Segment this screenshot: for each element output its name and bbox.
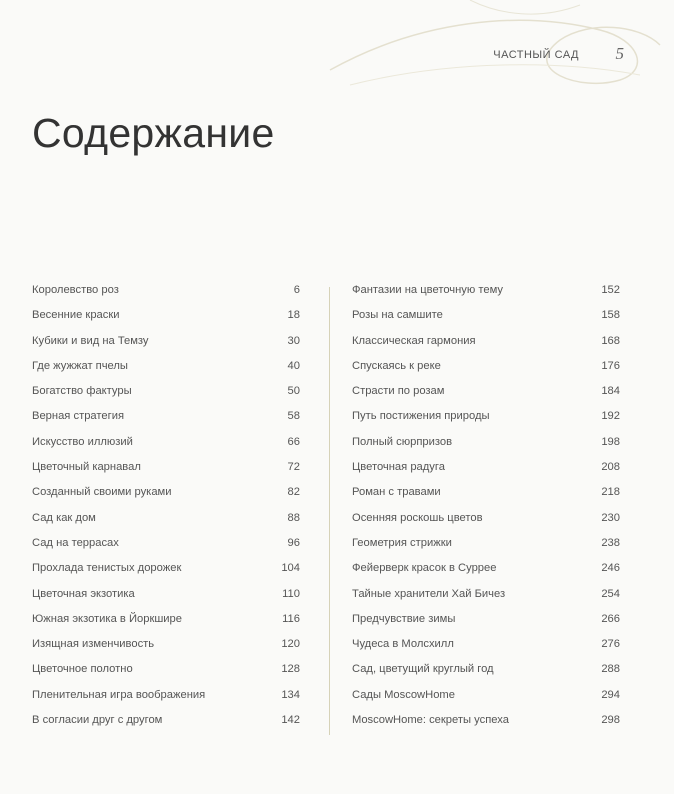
- toc-entry: [32, 335, 300, 360]
- toc-entry-title: Созданный своими руками: [32, 486, 172, 499]
- toc-entry-title: Где жужжат пчелы: [32, 359, 128, 372]
- toc-entry: [352, 663, 620, 688]
- toc-entry-title: Кубики и вид на Темзу: [32, 334, 149, 347]
- toc-entry-title: Сад на террасах: [32, 536, 119, 549]
- page-title: Содержание: [32, 110, 275, 156]
- toc-entry: [352, 436, 620, 461]
- toc-entry-page: 50: [287, 385, 300, 398]
- toc-column-left: [32, 284, 300, 739]
- toc-entry: [32, 537, 300, 562]
- toc-entry: [32, 461, 300, 486]
- toc-entry-title: Южная экзотика в Йоркшире: [32, 612, 183, 625]
- toc-entry-title: Верная стратегия: [32, 410, 124, 423]
- page-number: 5: [615, 44, 624, 63]
- toc-entry: [352, 714, 620, 739]
- toc-entry: [352, 461, 620, 486]
- toc-entry: [352, 284, 620, 309]
- toc-entry-page: 192: [601, 410, 620, 423]
- toc-entry: [32, 436, 300, 461]
- toc-entry-page: 72: [287, 461, 300, 474]
- toc-entry-page: 120: [281, 638, 300, 651]
- toc-entry-title: Пленительная игра воображения: [32, 688, 206, 701]
- toc-entry-title: Цветочный карнавал: [32, 461, 141, 474]
- toc-entry-title: Сад как дом: [32, 511, 96, 524]
- toc-entry-title: Фантазии на цветочную тему: [352, 284, 504, 296]
- toc-entry-page: 276: [601, 638, 620, 651]
- toc-entry: [32, 284, 300, 309]
- toc-entry-page: 96: [287, 536, 300, 549]
- toc-entry-page: 104: [281, 562, 300, 575]
- toc-entry-title: Королевство роз: [32, 284, 119, 296]
- toc-entry-title: Искусство иллюзий: [32, 435, 133, 448]
- toc-entry-page: 18: [287, 309, 300, 322]
- toc-entry-page: 134: [281, 688, 300, 701]
- toc-entry: [352, 588, 620, 613]
- toc-entry-title: Тайные хранители Хай Бичез: [352, 587, 506, 600]
- toc-entry: [352, 562, 620, 587]
- toc-entry: [352, 512, 620, 537]
- toc-entry-page: 218: [601, 486, 620, 499]
- running-head: ЧАСТНЫЙ САД: [493, 49, 579, 61]
- toc-entry-page: 238: [601, 536, 620, 549]
- toc-entry: [352, 360, 620, 385]
- toc-entry-page: 298: [601, 714, 620, 727]
- toc-column-right: [352, 284, 620, 739]
- toc-entry-page: 230: [601, 511, 620, 524]
- toc-entry: [352, 537, 620, 562]
- toc-entry-title: Страсти по розам: [352, 385, 445, 398]
- toc-entry: [32, 309, 300, 334]
- toc-entry: [32, 689, 300, 714]
- toc-entry-page: 168: [601, 334, 620, 347]
- toc-entry-title: Прохлада тенистых дорожек: [32, 562, 182, 575]
- toc-entry-title: В согласии друг с другом: [32, 714, 163, 727]
- toc-entry-title: MoscowHome: секреты успеха: [352, 714, 509, 727]
- toc-entry-title: Полный сюрпризов: [352, 435, 453, 448]
- toc-entry: [32, 638, 300, 663]
- toc-entry: [352, 410, 620, 435]
- toc-entry-title: Весенние краски: [32, 309, 120, 322]
- toc-entry: [352, 689, 620, 714]
- toc-entry: [352, 613, 620, 638]
- toc-entry-page: 110: [282, 587, 300, 600]
- toc-entry-title: Цветочная радуга: [352, 461, 445, 474]
- ornament-flourish: [0, 0, 674, 200]
- toc-entry: [352, 335, 620, 360]
- toc-entry-page: 266: [601, 612, 620, 625]
- toc-entry-page: 184: [601, 385, 620, 398]
- toc-entry: [32, 663, 300, 688]
- toc-entry: [32, 360, 300, 385]
- toc-entry: [32, 588, 300, 613]
- toc-entry: [32, 562, 300, 587]
- toc-entry-title: Чудеса в Молсхилл: [352, 638, 454, 651]
- toc-entry: [32, 385, 300, 410]
- toc-entry-page: 88: [287, 511, 300, 524]
- toc-entry-page: 254: [601, 587, 620, 600]
- toc-entry-page: 288: [601, 663, 620, 676]
- toc-entry-page: 58: [287, 410, 300, 423]
- toc-entry: [32, 613, 300, 638]
- toc-entry: [352, 309, 620, 334]
- toc-entry-title: Богатство фактуры: [32, 385, 132, 398]
- toc-entry-title: Предчувствие зимы: [352, 612, 456, 625]
- toc-entry-page: 66: [287, 435, 300, 448]
- toc-entry: [352, 638, 620, 663]
- toc-entry-page: 198: [601, 435, 620, 448]
- toc-entry-page: 30: [287, 334, 300, 347]
- toc-entry-page: 116: [282, 612, 300, 625]
- toc-entry-page: 158: [601, 309, 620, 322]
- column-divider: [329, 287, 330, 735]
- toc-entry-page: 152: [601, 284, 620, 296]
- toc-entry-page: 294: [601, 688, 620, 701]
- toc-entry-title: Изящная изменчивость: [32, 638, 155, 651]
- toc-entry-title: Фейерверк красок в Суррее: [352, 562, 497, 575]
- toc-entry-title: Геометрия стрижки: [352, 536, 452, 549]
- toc-entry-title: Роман с травами: [352, 486, 441, 499]
- toc-entry-title: Розы на самшите: [352, 309, 443, 322]
- toc-entry: [352, 385, 620, 410]
- toc-entry-title: Путь постижения природы: [352, 410, 490, 423]
- toc-entry: [32, 512, 300, 537]
- toc-entry: [32, 410, 300, 435]
- toc-entry-title: Цветочная экзотика: [32, 587, 135, 600]
- toc-entry-page: 142: [281, 714, 300, 727]
- toc-entry-title: Осенняя роскошь цветов: [352, 511, 483, 524]
- toc-entry-title: Классическая гармония: [352, 334, 476, 347]
- toc-entry-page: 246: [601, 562, 620, 575]
- toc-entry-page: 128: [281, 663, 300, 676]
- toc-entry-page: 208: [601, 461, 620, 474]
- toc-entry-title: Сад, цветущий круглый год: [352, 663, 494, 676]
- toc-entry-page: 6: [293, 284, 300, 296]
- toc-entry: [32, 486, 300, 511]
- toc-entry: [352, 486, 620, 511]
- toc-entry-title: Цветочное полотно: [32, 663, 133, 676]
- toc-entry-title: Сады MoscowHome: [352, 688, 455, 701]
- toc-entry-page: 82: [287, 486, 300, 499]
- toc-entry-title: Спускаясь к реке: [352, 359, 441, 372]
- toc-entry-page: 40: [287, 359, 300, 372]
- toc-entry-page: 176: [601, 359, 620, 372]
- toc-entry: [32, 714, 300, 739]
